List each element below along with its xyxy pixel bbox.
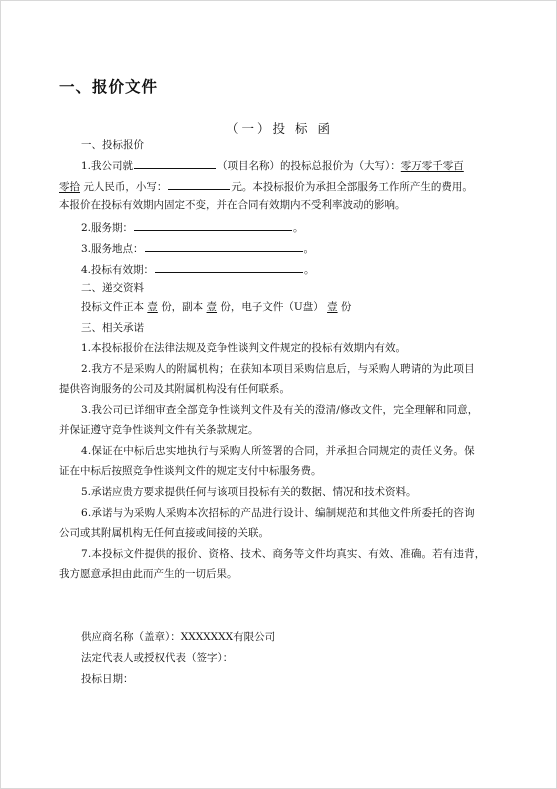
p4-end-mark: 。 — [304, 264, 315, 276]
sec3-title: 三、相关承诺 — [81, 322, 144, 334]
sec1-p4 — [81, 261, 504, 277]
service-period-blank — [134, 219, 292, 231]
commit-3-line1: 3.我公司已详细审查全部竞争性谈判文件及有关的澄清/修改文件，完全理解和同意， — [81, 404, 479, 416]
docs-unit: 份 — [340, 301, 352, 313]
sec2-title: 二、递交资料 — [81, 282, 144, 294]
validity-period-blank — [155, 261, 303, 273]
p1-text-d: 元。本投标报价为承担全部服务工作所产生的费用。 — [231, 181, 473, 193]
sec1-p3 — [81, 240, 504, 256]
sec1-p1-line1 — [81, 157, 504, 173]
amount-upper-b: 零拾 — [59, 181, 80, 193]
p1-text-b: （项目名称）的投标总报价为（大写）： — [217, 160, 401, 172]
service-location-blank — [145, 240, 303, 252]
docs-original-label: 投标文件正本 — [81, 301, 144, 313]
letter-title: （一）投 标 函 — [226, 121, 333, 136]
commit-7-line1: 7.本投标文件提供的报价、资格、技术、商务等文件均真实、有效、准确。若有违背， — [81, 548, 486, 560]
commit-4-line1: 4.保证在中标后忠实地执行与采购人所签署的合同，并承担合同规定的责任义务。保 — [81, 445, 475, 457]
p3-label: 3.服务地点： — [81, 243, 144, 255]
project-name-blank — [134, 157, 216, 169]
bid-date: 投标日期： — [81, 673, 134, 685]
sec1-p1-line3: 本报价在投标有效期内固定不变，并在合同有效期内不受利率波动的影响。 — [59, 199, 406, 211]
p3-end-mark: 。 — [303, 243, 315, 255]
sec2-line — [81, 300, 504, 314]
commit-7-line2: 我方愿意承担由此而产生的一切后果。 — [59, 568, 238, 580]
sec1-p1-line2 — [59, 178, 504, 194]
commit-1: 1.本投标报价在法律法规及竞争性谈判文件规定的投标有效期内有效。 — [81, 342, 407, 354]
amount-lower-blank — [168, 178, 230, 190]
sec1-p2 — [81, 219, 504, 235]
docs-electronic-label: 份，电子文件（U盘） — [220, 301, 324, 313]
docs-original-count: 壹 — [147, 301, 158, 313]
amount-upper-a: 零万零千零百 — [400, 160, 464, 172]
p4-label: 4.投标有效期： — [81, 264, 155, 276]
sec1-title: 一、投标报价 — [81, 139, 144, 151]
commit-4-line2: 证在中标后按照竞争性谈判文件的规定支付中标服务费。 — [59, 465, 322, 477]
docs-copy-label: 份，副本 — [161, 301, 204, 313]
docs-electronic-count: 壹 — [327, 301, 338, 313]
p1-text-a: 1.我公司就 — [81, 160, 134, 172]
docs-copy-count: 壹 — [206, 301, 218, 313]
commit-2-line2: 提供咨询服务的公司及其附属机构没有任何联系。 — [59, 383, 290, 395]
p1-text-c: 元人民币，小写： — [83, 181, 168, 193]
p2-label: 2.服务期： — [81, 222, 134, 234]
commit-6-line2: 公司或其附属机构无任何直接或间接的关联。 — [59, 527, 269, 539]
p2-end-mark: 。 — [293, 222, 304, 234]
legal-representative: 法定代表人或授权代表（签字）： — [81, 652, 234, 664]
commit-6-line1: 6.承诺与为采购人采购本次招标的产品进行设计、编制规范和其他文件所委托的咨询 — [81, 507, 475, 519]
commit-2-line1: 2.我方不是采购人的附属机构；在获知本项目采购信息后，与采购人聘请的为此项目 — [81, 363, 475, 375]
commit-3-line2: 并保证遵守竞争性谈判文件有关条款规定。 — [59, 424, 259, 436]
supplier-name: 供应商名称（盖章）：XXXXXXX有限公司 — [81, 631, 276, 643]
commit-5: 5.承诺应贵方要求提供任何与该项目投标有关的数据、情况和技术资料。 — [81, 486, 417, 498]
section-heading: 一、报价文件 — [59, 78, 159, 96]
